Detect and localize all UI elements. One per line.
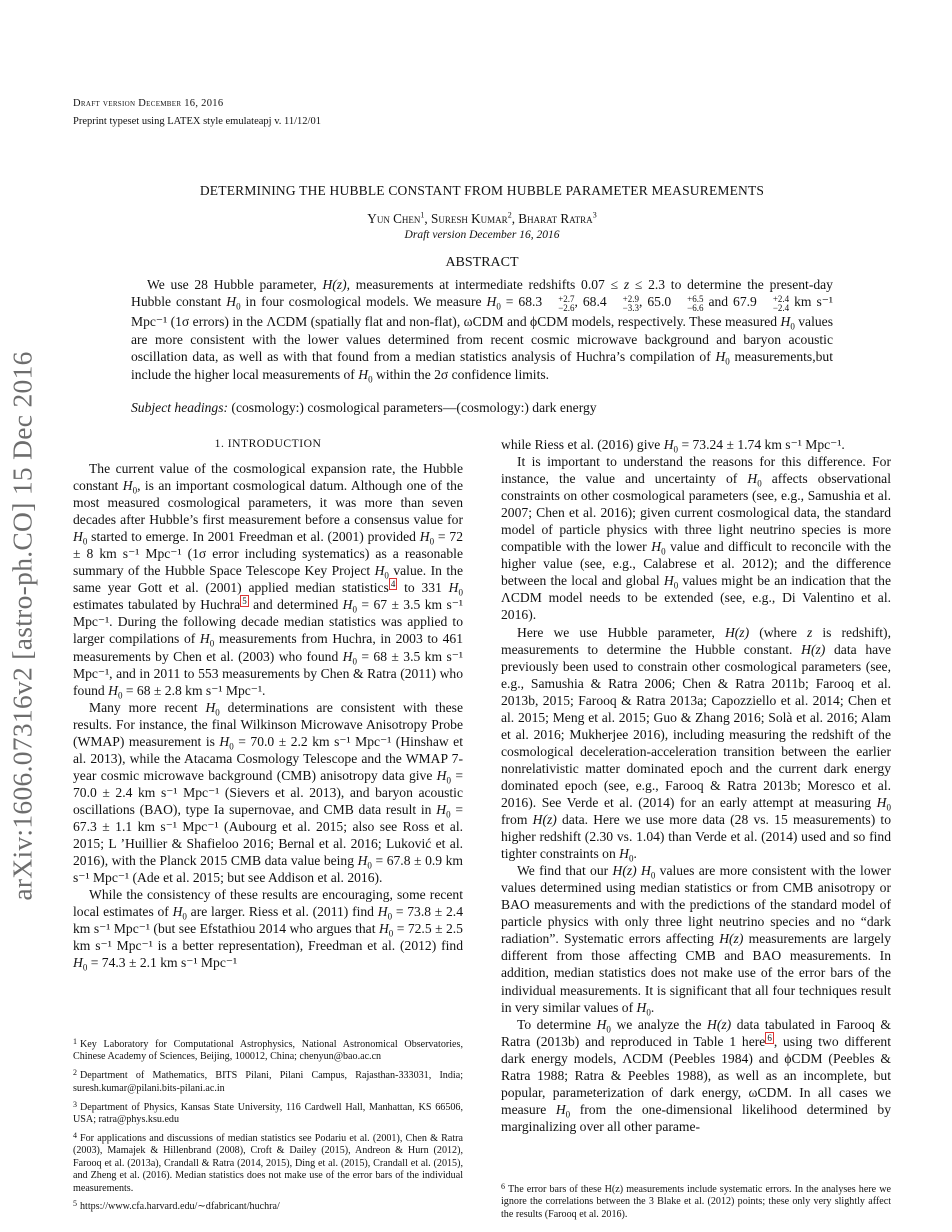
- footnote-5: $^5$ https://www.cfa.harvard.edu/∼dfabricant/huchra/: [73, 1199, 280, 1213]
- footnote-link-5[interactable]: 5: [242, 596, 247, 607]
- author-affiliation-mark: 2: [507, 210, 512, 220]
- author-list: Yun Chen$^1$, Suresh Kumar$^2$, Bharat Ratra$^3$: [367, 210, 597, 226]
- section-heading-introduction: 1. INTRODUCTION: [214, 437, 322, 450]
- subject-headings-label: Subject headings:: [131, 400, 229, 415]
- left-column-text: [73, 460, 464, 974]
- error-bounds: +6.5 −6.6: [687, 294, 704, 314]
- error-bounds: +2.4 −2.4: [772, 294, 790, 314]
- footnote-6: $^6$ The error bars of these H(z) measurements include systematic errors. In the analyses here we ignore the correlations between the 3 Blake et al. (2012) points; these only very slightly affect the results (Farooq et al. 2016).: [501, 1182, 891, 1220]
- body-paragraph: while Riess et al. (2016) give $H_0 = 73.24 \pm 1.74$ km s⁻¹ Mpc⁻¹.: [501, 437, 845, 455]
- body-paragraph: The current value of the cosmological expansion rate, the Hubble constant $H_0$, is an important cosmological datum. Although one of the most measured cosmological parameters, it was more than seven decades after Hubble’s first measurement before a consensus value for $H_0$ started to emerge. In 2001 Freedman et al. (2001) provided $H_0 = 72 \pm 8$ km s⁻¹ Mpc⁻¹ (1σ error including systematics) as a reasonable summary of the Hubble Space Telescope Key Project $H_0$ value. In the same year Gott et al. (2001) applied median statistics $^4$ to 331 $H_0$ estimates tabulated by Huchra $^5$ and determined $H_0 = 67 \pm 3.5$ km s⁻¹ Mpc⁻¹. During the following decade median statistics was applied to larger compilations of $H_0$ measurements from Huchra, in 2003 to 461 measurements by Chen et al. (2003) who found $H_0 = 68 \pm 3.5$ km s⁻¹ Mpc⁻¹, and in 2011 to 553 measurements by Chen & Ratra (2011) who found $H_0 = 68 \pm 2.8$ km s⁻¹ Mpc⁻¹.: [73, 461, 464, 701]
- abstract-paragraph: We use 28 Hubble parameter, H(z), measurements at intermediate redshifts 0.07 ≤ z ≤ 2.3 to determine the present-day Hubble constant $H_0$ in four cosmological models. We measure $H_0 = 68.3$ +2.7 −2.6 , 68.4 +2.9 −3.3 , 65.0 +6.5 −6.6 and 67.9 +2.4 −2.4 km s⁻¹ Mpc⁻¹ (1σ errors) in the ΛCDM (spatially flat and non-flat), ωCDM and ϕCDM models, respectively. These measured $H_0$ values are more consistent with the lower values determined from recent cosmic microwave background and baryon acoustic oscillation data, as well as with that found from a median statistics analysis of Huchra’s compilation of $H_0$ measurements,but include the higher local measurements of $H_0$ within the 2σ confidence limits.: [131, 277, 833, 385]
- right-column-text: [501, 436, 891, 1135]
- error-bounds: +2.7 −2.6: [558, 294, 575, 314]
- footnote-1: $^1$ Key Laboratory for Computational Astrophysics, National Astronomical Observatories, Chinese Academy of Sciences, Beijing, 100012, China; chenyun@bao.ac.cn: [73, 1037, 463, 1063]
- huchra-url-link[interactable]: https://www.cfa.harvard.edu/∼dfabricant/huchra/: [80, 1201, 280, 1213]
- footnotes-left: [73, 1036, 463, 1217]
- draft-version-header: Draft version December 16, 2016: [73, 98, 224, 109]
- footnote-2: $^2$ Department of Mathematics, BITS Pilani, Pilani Campus, Rajasthan-333031, India; suresh.kumar@pilani.bits-pilani.ac.in: [73, 1068, 463, 1094]
- abstract-heading: ABSTRACT: [445, 255, 519, 270]
- error-bounds: +2.9 −3.3: [622, 294, 639, 314]
- preprint-note: Preprint typeset using LATEX style emulateapj v. 11/12/01: [73, 116, 321, 127]
- body-paragraph: We find that our H(z) $H_0$ values are more consistent with the lower values determined using median statistics or from CMB anisotropy or BAO measurements and with the predictions of the standard model of particle physics with only three light neutrino species and no “dark radiation”. Systematic errors affecting H(z) measurements are largely different from those affecting CMB and BAO measurements. In addition, median statistics does not make use of the error bars of the individual measurements. It is significant that all four techniques result in very similar values of $H_0$.: [501, 863, 892, 1018]
- body-paragraph: To determine $H_0$ we analyze the H(z) data tabulated in Farooq & Ratra (2013b) and reproduced in Table 1 here $^6$ , using two different dark energy models, ΛCDM (Peebles 1984) and ϕCDM (Peebles & Ratra 1988; Ratra & Peebles 1988), as well as an incomplete, but popular, parameterization of dark energy, ωCDM. In all cases we measure $H_0$ from the one-dimensional likelihood determined by marginalizing over all other parame-: [501, 1016, 891, 1134]
- author-affiliation-mark: 1: [420, 210, 425, 220]
- subject-headings: Subject headings: (cosmology:) cosmological parameters—(cosmology:) dark energy: [131, 400, 597, 415]
- draft-date-line: Draft version December 16, 2016: [404, 229, 560, 241]
- abstract-body: [131, 276, 833, 383]
- author-affiliation-mark: 3: [592, 210, 597, 220]
- arxiv-identifier-stamp: arXiv:1606.07316v2 [astro-ph.CO] 15 Dec 2016: [7, 351, 39, 901]
- body-paragraph: Many more recent $H_0$ determinations are consistent with these results. For instance, the final Wilkinson Microwave Anisotropy Probe (WMAP) measurement is $H_0 = 70.0 \pm 2.2$ km s⁻¹ Mpc⁻¹ (Hinshaw et al. 2013), while the Atacama Cosmology Telescope and the WMAP 7-year cosmic microwave background (CMB) anisotropy data give $H_0 = 70.0 \pm 2.4$ km s⁻¹ Mpc⁻¹ (Sievers et al. 2013), and baryon acoustic oscillations (BAO), type Ia supernovae, and CMB data result in $H_0 = 67.3 \pm 1.1$ km s⁻¹ Mpc⁻¹ (Aubourg et al. 2015; also see Ross et al. 2015; L ’Huillier & Shafieloo 2016; Bernal et al. 2016; Luković et al. 2016), with the Planck 2015 CMB data value being $H_0 = 67.8 \pm 0.9$ km s⁻¹ Mpc⁻¹ (Ade et al. 2015; but see Addison et al. 2016).: [73, 699, 463, 886]
- footnote-link-6[interactable]: 6: [767, 1032, 772, 1043]
- footnote-link-4[interactable]: 4: [390, 579, 396, 590]
- footnotes-right: [501, 1181, 891, 1225]
- body-paragraph: Here we use Hubble parameter, H(z) (where z is redshift), measurements to determine the Hubble constant. H(z) data have previously been used to constrain other cosmological parameters (see, e.g., Samushia & Ratra 2006; Chen & Ratra 2011b; Farooq et al. 2013b, 2015; Farooq & Ratra 2013a; Capozziello et al. 2014; Chen et al. 2015; Meng et al. 2015; Guo & Zhang 2016; Solà et al. 2016; Alam et al. 2016; Mukherjee 2016), including measuring the redshift of the cosmological deceleration-acceleration transition between the earlier nonrelativistic matter dominated epoch and the current dark energy dominated epoch (see, e.g., Farooq & Ratra 2013b; Moresco et al. 2016). See Verde et al. (2014) for an early attempt at measuring $H_0$ from H(z) data. Here we use more data (28 vs. 15 measurements) to higher redshift (2.30 vs. 1.04) than Verde et al. (2014) used and so find tighter constraints on $H_0$.: [501, 624, 891, 864]
- author-name: Yun Chen: [367, 211, 421, 226]
- author-name: Suresh Kumar: [431, 211, 508, 226]
- footnote-3: $^3$ Department of Physics, Kansas State University, 116 Cardwell Hall, Manhattan, KS 66506, USA; ratra@phys.ksu.edu: [73, 1099, 463, 1126]
- body-paragraph: It is important to understand the reasons for this difference. For instance, the value and uncertainty of $H_0$ affects observational constraints on other cosmological parameters (see, e.g., Samushia et al. 2007; Chen et al. 2016); given current cosmological data, the standard model of particle physics with three light neutrino species is more compatible with the lower $H_0$ value and difficult to reconcile with the higher value (see, e.g., Calabrese et al. 2012); and the difference between the local and global $H_0$ values might be an indication that the ΛCDM model needs to be extended (see, e.g., Di Valentino et al. 2016).: [501, 454, 892, 623]
- paper-title: DETERMINING THE HUBBLE CONSTANT FROM HUBBLE PARAMETER MEASUREMENTS: [199, 183, 765, 198]
- footnote-4: $^4$ For applications and discussions of median statistics see Podariu et al. (2001), Chen & Ratra (2003), Mamajek & Hillenbrand (2008), Croft & Dailey (2015), Andreon & Hurn (2012), Farooq et al. (2013a), Crandall & Ratra (2014, 2015), Ding et al. (2015), Crandall et al. (2015), and Zheng et al. (2016). Median statistics does not make use of the error bars of the individual measurements.: [73, 1130, 463, 1194]
- author-name: Bharat Ratra: [518, 211, 593, 226]
- body-paragraph: While the consistency of these results are encouraging, some recent local estimates of $H_0$ are larger. Riess et al. (2011) find $H_0 = 73.8 \pm 2.4$ km s⁻¹ Mpc⁻¹ (but see Efstathiou 2014 who argues that $H_0 = 72.5 \pm 2.5$ km s⁻¹ Mpc⁻¹ is a better representation), Freedman et al. (2012) find $H_0 = 74.3 \pm 2.1$ km s⁻¹ Mpc⁻¹: [73, 887, 463, 974]
